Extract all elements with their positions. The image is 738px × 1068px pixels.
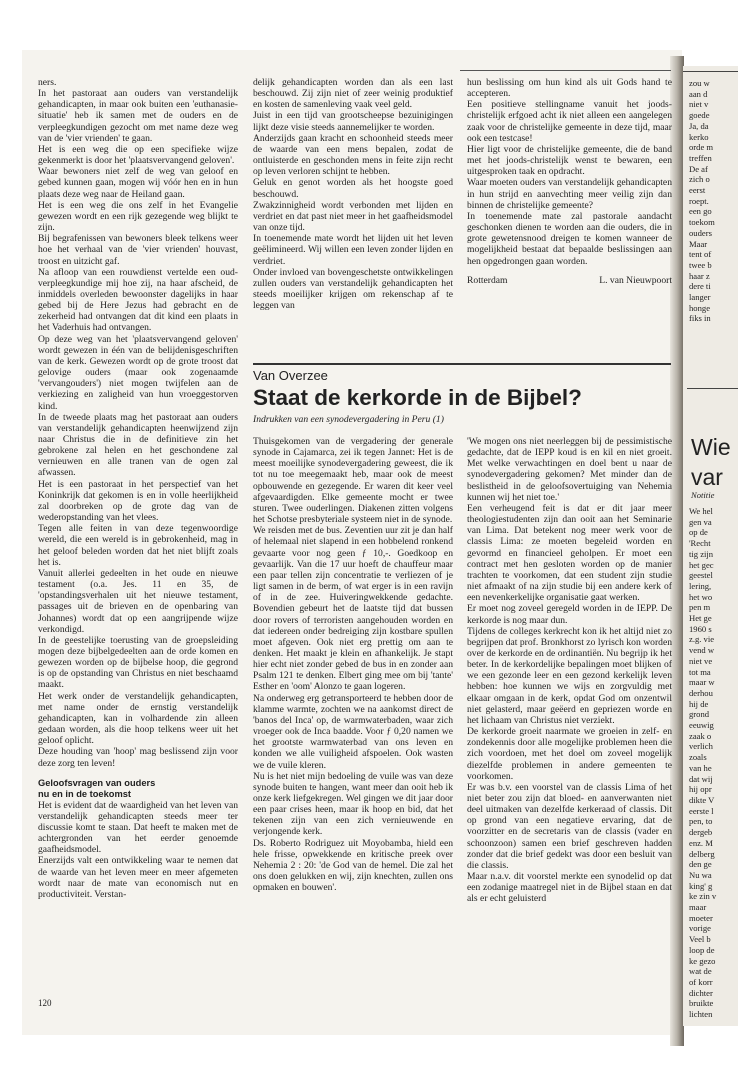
- next-page-line: dere ti: [689, 281, 711, 292]
- next-page-title-line2: var: [691, 464, 723, 490]
- paragraph: Deze houding van 'hoop' mag beslissend zijn voor deze zorg ten leven!: [38, 746, 238, 769]
- article-kicker: Van Overzee: [253, 368, 328, 383]
- paragraph: In toenemende mate wordt het lijden uit het leven geëlimineerd. Wij willen een leven zonder lijden en verdriet.: [253, 233, 453, 267]
- paragraph: Na afloop van een rouwdienst vertelde een oud-verpleegkundige mij hoe zij, na haar afscheid, de inmiddels overleden bewoonster dagelijks in haar gebed bij de Here Jezus had gebracht en de zekerheid had ontvangen dat dit kind een plaats in het Vaderhuis had ontvangen.: [38, 266, 238, 334]
- next-page-line: moeter: [689, 912, 713, 923]
- paragraph: In het pastoraat aan ouders van verstandelijk gehandicapten, in maar ook buiten een 'euthanasie-situatie' heb ik samen met de ouders en de verpleegkundigen gezocht om met name deze weg van de 'vier vrienden' te gaan.: [38, 88, 238, 144]
- paragraph: Onder invloed van bovengeschetste ontwikkelingen zullen ouders van verstandelijk gehandicapten het steeds moeilijker krijgen om rekenschap af te leggen van: [253, 266, 453, 312]
- article-paragraph: 'We mogen ons niet neerleggen bij de pessimistische gedachte, dat de IEPP koud is en kil en niet groeit. Met welke verwachtingen en doel bent u naar de synodevergadering gekomen? Met minder dan de beslistheid in de geloofsovertuiging van Nehemia kunnen wij het niet toe.': [467, 436, 672, 503]
- next-page-line: Veel b: [689, 934, 711, 945]
- signature-line: [467, 275, 672, 286]
- next-page-line: wat de: [689, 966, 712, 977]
- top-rule: [460, 70, 671, 71]
- paragraph: Het is een weg die op een specifieke wijze gekenmerkt is door het 'plaatsvervangend geloven'.: [38, 143, 238, 167]
- next-page-line: orde m: [689, 142, 714, 153]
- paragraph: hun beslissing om hun kind als uit Gods hand te accepteren.: [467, 77, 672, 100]
- next-page-subtitle: Notitie: [691, 490, 715, 500]
- paragraph: Het werk onder de verstandelijk gehandicapten, met name onder de ernstig verstandelijk gehandicapten, kan in volhardende zin alleen gedaan worden, als die hoop telkens weer uit het geloof oplicht.: [38, 690, 238, 747]
- next-page-line: De af: [689, 163, 708, 174]
- next-page-line: vorige: [689, 923, 711, 934]
- next-page-line: twee b: [689, 259, 712, 270]
- next-page-line: 'Recht: [689, 538, 711, 549]
- next-page-line: ouders: [689, 227, 712, 238]
- next-page-line: zoals: [689, 752, 707, 763]
- next-page-line: dergeb: [689, 827, 713, 838]
- article-paragraph: De kerkorde groeit naarmate we groeien in zelf- en zondekennis door alle mogelijke problemen heen die zich voordoen, met het doel om zoveel mogelijk diezelfde problemen in andere gemeenten te voorkomen.: [467, 726, 672, 782]
- article-paragraph: Maar n.a.v. dit voorstel merkte een synodelid op dat een zodanige maatregel niet in de Bijbel staan en dat als er echt geluisterd: [467, 871, 672, 905]
- next-page-line: geestel: [689, 570, 713, 581]
- next-page-line: haar z: [689, 270, 710, 281]
- next-page-line: het wo: [689, 591, 713, 602]
- article-paragraph: Nu is het niet mijn bedoeling de vuile was van deze synode buiten te hangen, want meer dan ooit heb ik onze kerk liefgekregen. Wel gingen we dit jaar door een paar crises heen, maar ik hoop en bid, dat het tekenen zijn van een zich vernieuwende en verjongende kerk.: [253, 770, 453, 838]
- next-page-line: niet ve: [689, 655, 713, 666]
- column-3: [467, 77, 672, 286]
- next-page-line: tot ma: [689, 666, 711, 677]
- article-paragraph: Er moet nog zoveel geregeld worden in de IEPP. De kerkorde is nog maar dun.: [467, 603, 672, 626]
- signature-author: L. van Nieuwpoort: [599, 274, 672, 286]
- next-page-line: zou w: [689, 78, 710, 88]
- next-page-line: toekom: [689, 217, 715, 228]
- article-column-right: [467, 436, 672, 905]
- next-page-line: bruikte: [689, 998, 714, 1009]
- next-page-line: pen m: [689, 602, 711, 613]
- article-paragraph: Tijdens de colleges kerkrecht kon ik het altijd niet zo begrijpen dat prof. Bronkhorst zo lyrisch kon worden over de kerkorde en de ordinantiën. Nu begrijp ik het beter. In de kerkordelijke bepalingen moet blijken of we een gezonde leer en een gezond kerkelijk leven hebben: hoe kunnen we wijs en zorgvuldig met elkaar omgaan in de kerk, opdat God om onzentwil niet gelasterd, maar geëerd en gepriezen worde en het lichaam van Christus niet verziekt.: [467, 625, 672, 726]
- article-rule: [253, 363, 671, 365]
- next-page-line: goede: [689, 110, 710, 121]
- next-page-line: lering,: [689, 580, 712, 591]
- next-page-line: king' g: [689, 880, 713, 891]
- next-page-line: Ja, da: [689, 120, 709, 131]
- next-page-line: langer: [689, 292, 711, 303]
- next-page-line: dat wij: [689, 773, 713, 784]
- paragraph: Waar bewoners niet zelf de weg van geloof en gebed kunnen gaan, mogen wij vóór hen en in hun plaats deze weg naar de Heiland gaan.: [38, 166, 238, 200]
- next-page-line: Nu wa: [689, 869, 712, 880]
- page-spine: [670, 56, 684, 1046]
- next-page-line: den ge: [689, 859, 712, 870]
- next-page-top-rule: [683, 71, 738, 72]
- paragraph: In de geestelijke toerusting van de groepsleiding mogen deze bijbelgedeelten aan de orde komen en gewezen worden op de bijbelse hoop, die gegrond is op de opstanding van Christus en niet beschaamd maakt.: [38, 634, 238, 691]
- next-page-line: aan d: [689, 88, 708, 99]
- next-page-line: hij opr: [689, 784, 712, 795]
- section-subheading: [38, 778, 238, 800]
- next-page-line: honge: [689, 302, 711, 313]
- paragraph: Op deze weg van het 'plaatsvervangend geloven' wordt gewezen in één van de belijdenisgeschriften van de kerk. Gewezen wordt op de grote troost dat gelovige ouders (maar ook zogenaamde 'vervangouders') niet mogen twijfelen aan de verkiezing en zaligheid van hun vroeggestorven kind.: [38, 333, 238, 412]
- next-page-line: ke gezo: [689, 955, 716, 966]
- next-page-line: derhou: [689, 687, 713, 698]
- paragraph: Het is een weg die ons zelf in het Evangelie gewezen wordt en een rijk gezegende weg blijkt te zijn.: [38, 199, 238, 234]
- paragraph: Zwakzinnigheid wordt verbonden met lijden en verdriet en dat past niet meer in het gaafheidsmodel van onze tijd.: [253, 199, 453, 234]
- next-page-line: pen, to: [689, 816, 713, 827]
- paragraph: Juist in een tijd van grootscheepse bezuinigingen lijkt deze visie steeds aannemelijker te worden.: [253, 110, 453, 133]
- next-page-line: 1960 s: [689, 623, 712, 634]
- paragraph: ners.: [38, 77, 57, 88]
- next-page-line: hij de: [689, 698, 709, 709]
- next-page-line: tig zijn: [689, 548, 714, 559]
- next-page-rule: [687, 388, 738, 389]
- next-page-line: enz. M: [689, 837, 713, 848]
- next-page-line: tent of: [689, 249, 712, 260]
- next-page-line: eerste l: [689, 805, 714, 816]
- next-page-line: zich o: [689, 174, 710, 185]
- article-header: [253, 368, 671, 425]
- next-page-line: van he: [689, 762, 712, 773]
- next-page-line: Het ge: [689, 613, 712, 624]
- next-page-line: treffen: [689, 152, 712, 163]
- paragraph: In de tweede plaats mag het pastoraat aan ouders van verstandelijk gehandicapten heenwijzend zijn naar Christus die in de definitieve zin het gebrokene zal helen en het geschondene zal vernieuwen en alle tranen van de ogen zal afwassen.: [38, 411, 238, 479]
- next-page-line: verlich: [689, 741, 713, 752]
- next-page-line: We hel: [689, 506, 713, 516]
- article-title: Staat de kerkorde in de Bijbel?: [253, 385, 582, 410]
- paragraph: Tegen alle feiten in van deze tegenwoordige wereld, die een wereld is in gebrokenheid, mag in het geloof beleden worden dat het niet blijft zoals het is.: [38, 523, 238, 568]
- article-paragraph: Ds. Roberto Rodriguez uit Moyobamba, hield een hele frisse, opwekkende en kritische preek over Nehemia 2 : 20: 'de God van de hemel. Die zal het ons doen gelukken en wij, zijn knechten, zullen ons opmaken en bouwen'.: [253, 837, 453, 894]
- next-page-line: ke zin v: [689, 891, 717, 902]
- next-page-title-line1: Wie: [691, 434, 731, 460]
- paragraph: In toenemende mate zal pastorale aandacht geschonken dienen te worden aan die ouders, die in grote gewetensnood dreigen te komen wanneer de mogelijkheid bestaat dat bepaalde beslissingen aan hen opgedrongen gaan worden.: [467, 210, 672, 267]
- paragraph: Het is een pastoraat in het perspectief van het Koninkrijk dat gekomen is en in volle heerlijkheid zal doorbreken op de grote dag van de wederopstanding van het vlees.: [38, 478, 238, 524]
- page-number: 120: [38, 998, 52, 1008]
- next-page-line: z.g. vie: [689, 634, 715, 645]
- article-paragraph: Na onderweg erg getransporteerd te hebben door de klamme warmte, zochten we na aankomst direct de 'banos del Inca' op, de warmwaterbaden, waar zich vroeger ook de Inca baadde. Voor ƒ 0,20 namen we het grootste warmwaterbad van ons leven en konden we alle vuiligheid afspoelen. Ook wasten we de vuile kleren.: [253, 692, 453, 771]
- next-page-line: dichter: [689, 987, 713, 998]
- article-paragraph: We reisden met de bus. Zeventien uur zit je dan half of helemaal niet slapend in een hobbelend ronkend gevaarte voor nog geen ƒ 10,-. Goedkoop en gevaarlijk. Van die 17 uur hoeft de chauffeur maar een paar tellen zijn concentratie te verliezen of je ligt samen in de berm, of wat erger is in een ravijn of in de zee. Huiveringwekkende gedachte. Bovendien gebeurt het de laatste tijd dat bussen door rovers of terroristen aangehouden worden en dat iedereen onder bedreiging zijn kostbare spullen moet afgeven. Ook niet erg prettig om aan te denken. Het maakt je klein en afhankelijk. Je stapt hier echt niet zonder gebed de bus in en zonder aan Psalm 121 te denken. Elbert ging mee om bij 'tante' Esther en 'oom' Alonzo te gaan logeren.: [253, 525, 453, 693]
- next-page-line: zaak o: [689, 730, 712, 741]
- next-page-line: het gec: [689, 559, 714, 570]
- next-page-line: of korr: [689, 976, 713, 987]
- next-page-line: niet v: [689, 99, 709, 110]
- article-paragraph: Een verheugend feit is dat er dit jaar meer theologiestudenten zijn dan ooit aan het Seminarie van Lima. Dat betekent nog meer werk voor de classis Lima: ze moeten begeleid worden en gevormd en financieel geholpen. Er moet een contract met hen gesloten worden op de manier trachten te voorkomen, dat een student zijn studie niet afmaakt of na zijn studie bij een andere kerk of een nevenkerkelijke organisatie gaat werken.: [467, 502, 672, 604]
- paragraph: Bij begrafenissen van bewoners bleek telkens weer hoe het verhaal van de 'vier vrienden' houvast, troost en uitzicht gaf.: [38, 233, 238, 267]
- next-page-line: lichten: [689, 1009, 713, 1020]
- next-page-line: vend w: [689, 645, 715, 656]
- column-2: [253, 77, 453, 311]
- paragraph: delijk gehandicapten worden dan als een last beschouwd. Zij zijn niet of zeer weinig produktief en kosten de samenleving vaak veel geld.: [253, 77, 453, 111]
- subheading-line: Geloofsvragen van ouders: [38, 777, 156, 788]
- next-page-line: roept.: [689, 195, 709, 206]
- paragraph: Waar moeten ouders van verstandelijk gehandicapten in hun strijd en aanvechting meer veilig zijn dan binnen de christelijke gemeente?: [467, 177, 672, 211]
- column-1: [38, 77, 238, 900]
- article-subtitle: Indrukken van een synodevergadering in Peru (1): [253, 414, 444, 425]
- next-page-line: Maar: [689, 238, 708, 249]
- next-page-line: kerko: [689, 131, 709, 142]
- article-paragraph: Thuisgekomen van de vergadering der generale synode in Cajamarca, zei ik tegen Jannet: Het is de meest moeilijke synodevergadering geweest, die ik tot nu toe meegemaakt heb, maar ook de meest opbouwende en gezegende. Er waren dit keer veel afgevaardigden. Elke gemeente mocht er twee sturen. Twee ouderlingen. Diakenen zitten volgens het Schotse presbyteriale systeem niet in de synode.: [253, 436, 453, 526]
- next-page-line: maar: [689, 902, 707, 913]
- paragraph: Geluk en genot worden als het hoogste goed beschouwd.: [253, 177, 453, 200]
- next-page-line: een go: [689, 206, 712, 217]
- next-page-line: loop de: [689, 944, 715, 955]
- paragraph: Enerzijds valt een ontwikkeling waar te nemen dat de waarde van het leven meer en meer afgemeten wordt naar de mate van economisch nut en productiviteit. Verstan-: [38, 855, 238, 900]
- next-page-line: dikte V: [689, 794, 715, 805]
- next-page-line: gen va: [689, 516, 712, 527]
- signature-place: Rotterdam: [467, 274, 508, 286]
- paragraph: Het is evident dat de waardigheid van het leven van verstandelijk gehandicapten steeds meer ter discussie komt te staan. Dat heeft te maken met de achtergronden van het eerder genoemde gaafheidsmodel.: [38, 799, 238, 856]
- next-page-line: op de: [689, 527, 708, 538]
- next-page-line: grond: [689, 709, 710, 720]
- next-page-text-top: [689, 78, 715, 324]
- paragraph: Anderzijds gaan kracht en schoonheid steeds meer de waarde van een mens bepalen, zodat de ontluisterde en geschonden mens in feite zijn recht op leven verloren schijnt te hebben.: [253, 132, 453, 178]
- paragraph: Hier ligt voor de christelijke gemeente, die de band met het joods-christelijk wenst te bewaren, een uitgesproken taak en opdracht.: [467, 143, 672, 178]
- article-paragraph: Er was b.v. een voorstel van de classis Lima of het niet beter zou zijn dat bloed- en aanverwanten niet deel uitmaken van dezelfde kerkeraad of classis. Dit op grond van een negatieve ervaring, dat de voorzitter en de secretaris van de classis (vader en schoonzoon) samen een brief geschreven hadden zonder dat die brief gedekt was door een besluit van die classis.: [467, 781, 672, 871]
- next-page-line: fiks in: [689, 313, 711, 324]
- subheading-line: nu en in de toekomst: [38, 788, 131, 799]
- article-column-left: [253, 436, 453, 893]
- next-page-line: eeuwig: [689, 720, 714, 731]
- next-page-fragment: [683, 66, 738, 1026]
- paragraph: Vanuit allerlei gedeelten in het oude en nieuwe testament (o.a. Jes. 11 en 35, de 'opstandingsverhalen uit het nieuwe testament, passages uit de brieven en de openbaring van Johannes) wordt dat op een aangrijpende wijze verkondigd.: [38, 567, 238, 635]
- next-page-line: eerst: [689, 185, 706, 196]
- paragraph: Een positieve stellingname vanuit het joods-christelijk erfgoed acht ik niet alleen een aangelegen zaak voor de christelijke gemeente in deze tijd, maar ook een testcase!: [467, 99, 672, 144]
- next-page-line: maar w: [689, 677, 715, 688]
- next-page-line: delberg: [689, 848, 715, 859]
- next-page-title: [691, 432, 731, 492]
- next-page-text-bottom: [689, 506, 716, 1020]
